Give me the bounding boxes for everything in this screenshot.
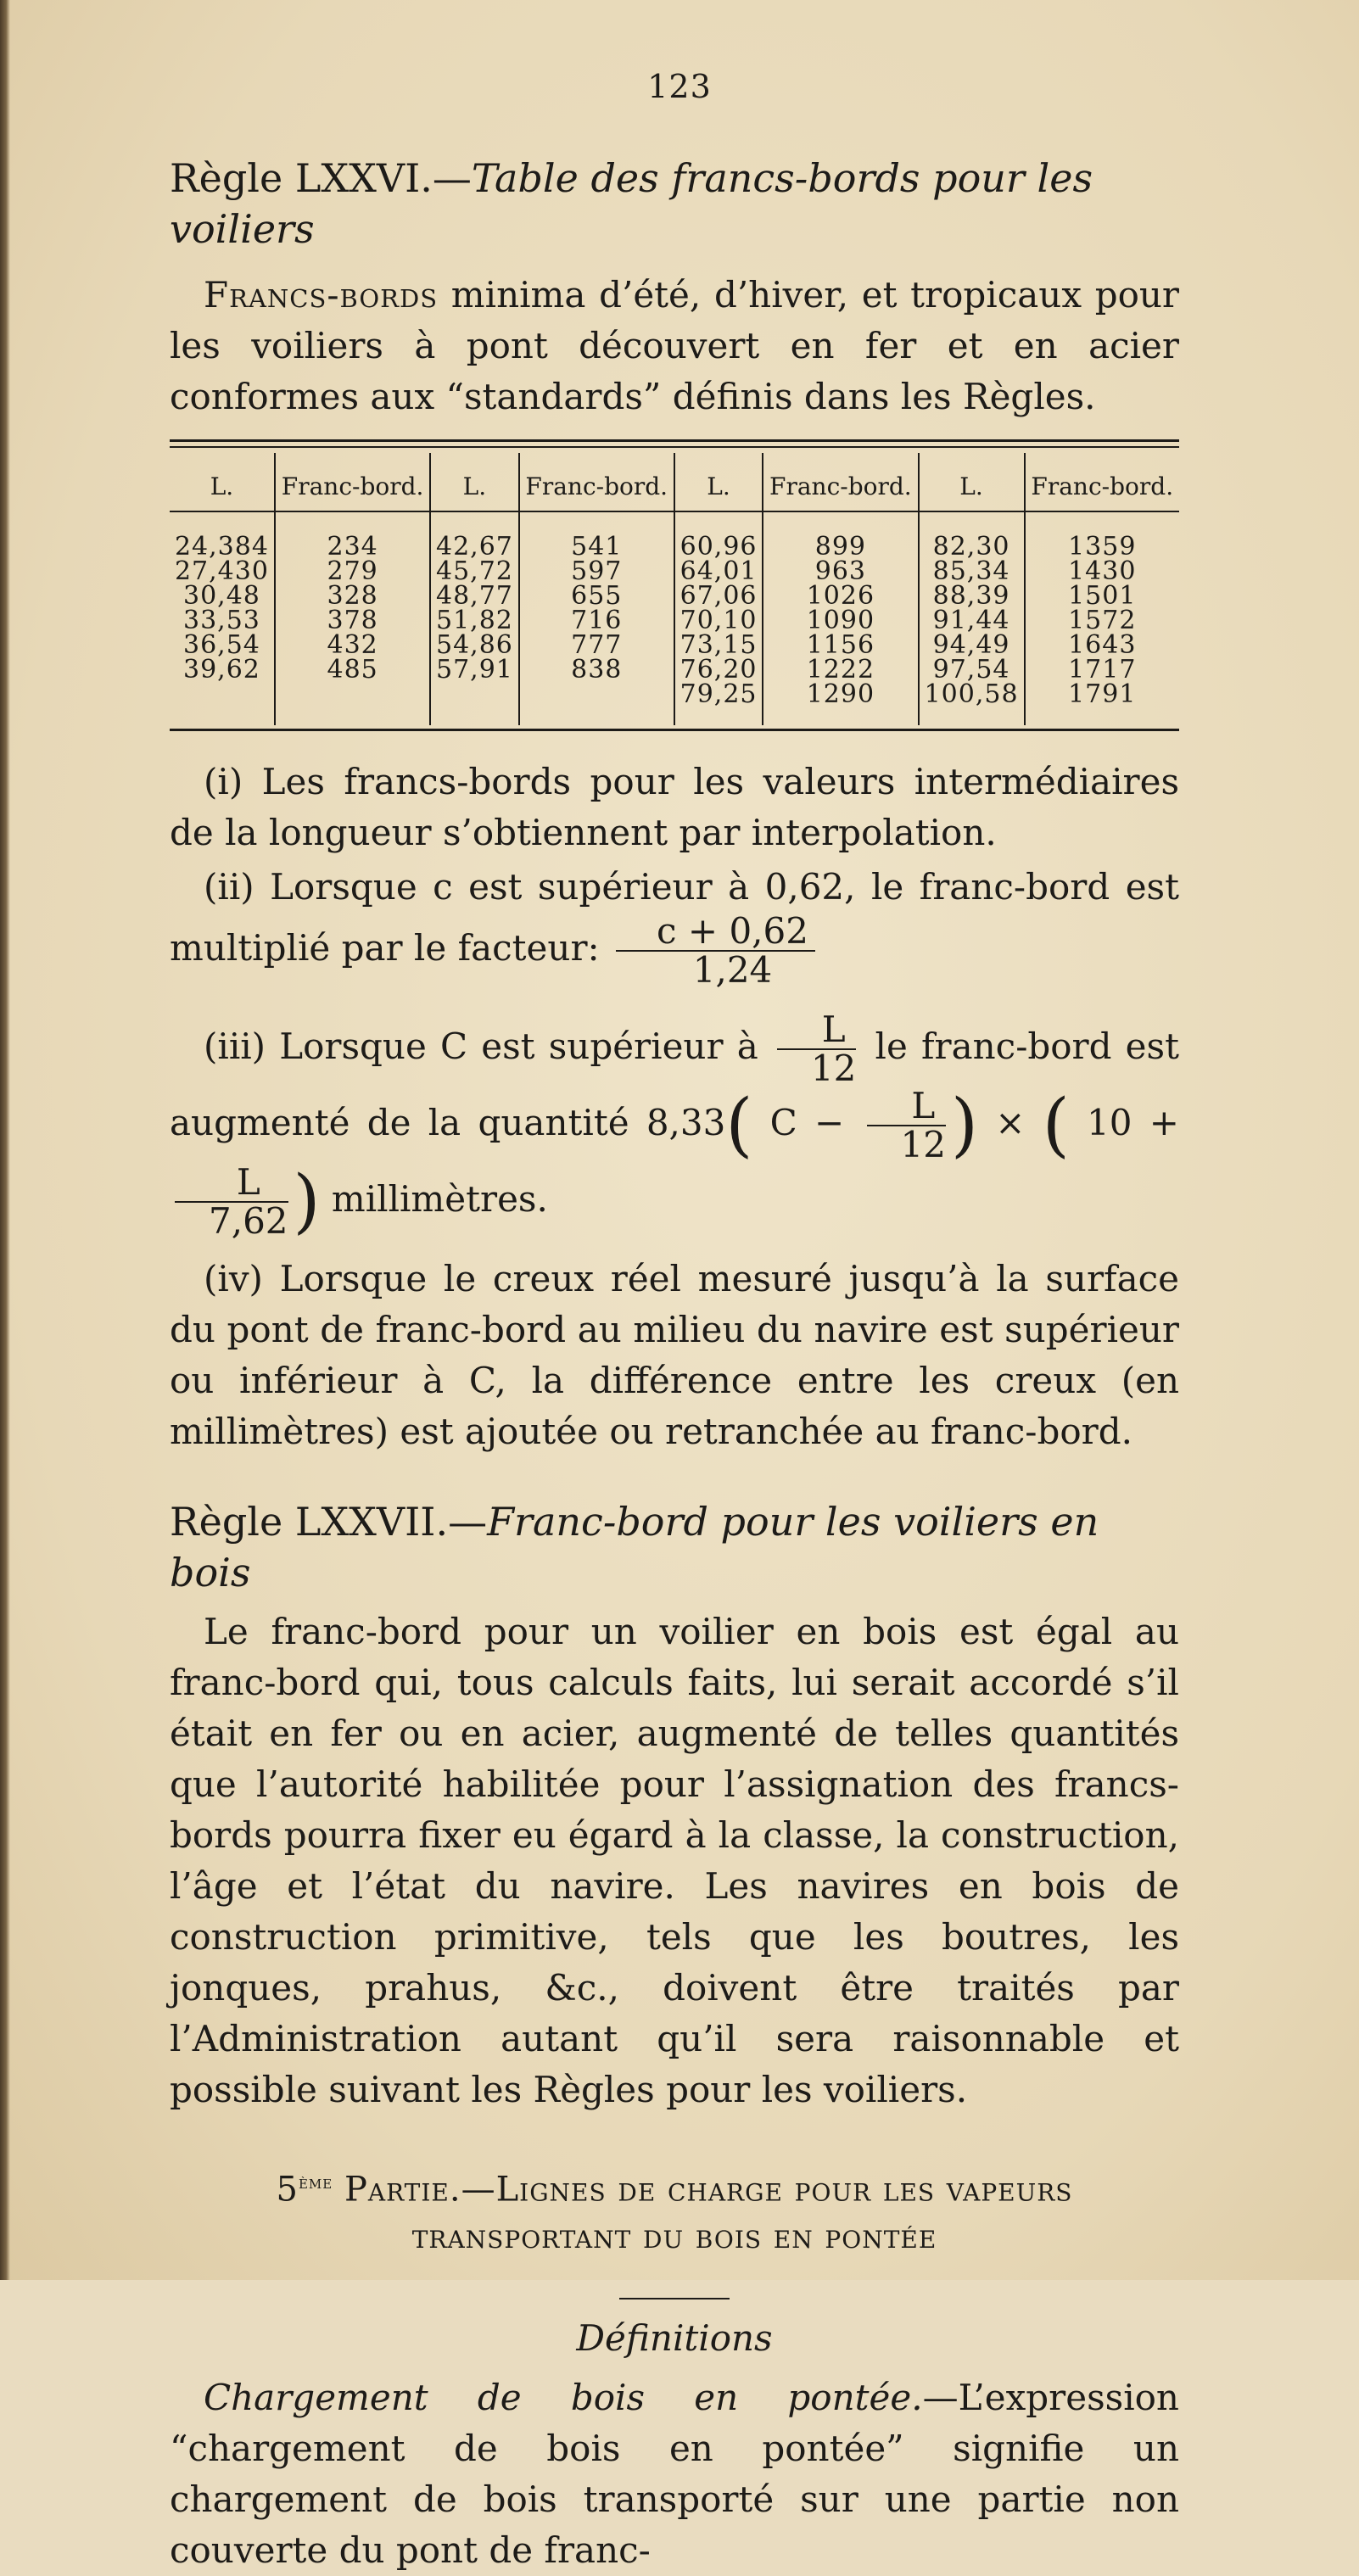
header-cell: L.	[170, 453, 275, 511]
fraction-l-12	[777, 1011, 856, 1087]
fraction-c	[616, 910, 815, 991]
definitions-heading: Définitions	[576, 2317, 773, 2360]
table-cell: 541	[571, 532, 623, 562]
table-cell: 1290	[806, 679, 875, 709]
note-iii-d: ×	[995, 1102, 1026, 1143]
rule-76-prefix: Règle LXXVI.—	[170, 155, 472, 201]
note-iii-e: 10 +	[1087, 1102, 1179, 1143]
header-cell: L.	[430, 453, 518, 511]
header-cell: Franc-bord.	[275, 453, 430, 511]
table-cell: 716	[571, 606, 623, 635]
rule-76-title: Table des francs-bords pour les voiliers	[170, 155, 1093, 252]
table-cell: 100,58	[924, 679, 1019, 709]
note-iv: (iv) Lorsque le creux réel mesuré jusqu’à la surface du pont de franc-bord au milieu du navire est supérieur ou inférieur à C, la différence entre les creux (en millimètres) est ajoutée ou retranchée au franc-bord.	[170, 1258, 1179, 1452]
part-5-heading	[170, 2160, 1179, 2260]
fraction-numerator: L	[777, 1011, 856, 1050]
right-paren: )	[950, 1085, 978, 1165]
table-cell: 1359	[1068, 532, 1137, 562]
rule-76-intro	[170, 270, 1179, 422]
rule-77-prefix: Règle LXXVII.—	[170, 1499, 488, 1545]
table-cell: 36,54	[183, 630, 260, 660]
table-cell: 45,72	[435, 556, 513, 586]
note-iii-b: le franc-bord est augmenté de la quantité 8,33	[170, 1025, 1179, 1143]
binding-edge	[0, 0, 10, 2280]
table-cell: 24,384	[174, 532, 269, 562]
left-paren: (	[1042, 1085, 1070, 1165]
fraction-denominator: 1,24	[692, 949, 773, 991]
page-content	[170, 144, 1179, 2576]
table-cell: 48,77	[435, 581, 513, 611]
rule-77-body: Le franc-bord pour un voilier en bois est égal au franc-bord qui, tous calculs faits, lui serait accordé s’il était en fer ou en acier, augmenté de telles quantités que l’autorité habilitée pour l’assignation des francs-bords pourra fixer eu égard à la classe, la construction, l’âge et l’état du navire. Les navires en bois de construction primitive, tels que les boutres, les jonques, prahus, &c., doivent être traités par l’Administration autant qu’il sera raisonnable et possible suivant les Règles pour les voiliers.	[170, 1611, 1179, 2110]
table-cell: 82,30	[932, 532, 1010, 562]
note-ii-text: (ii) Lorsque c est supérieur à 0,62, le franc-bord est multiplié par le facteur:	[170, 866, 1179, 969]
table-cell: 597	[571, 556, 623, 586]
definitions-paragraph	[170, 2372, 1179, 2576]
table-cell: 39,62	[183, 655, 260, 685]
left-paren: (	[725, 1085, 753, 1165]
table-cell: 76,20	[680, 655, 758, 685]
rule-76-heading	[170, 153, 1179, 254]
table-cell: 1791	[1068, 679, 1137, 709]
table-cell: 94,49	[932, 630, 1010, 660]
right-paren: )	[293, 1161, 321, 1242]
table-column-cell	[170, 511, 275, 725]
header-cell: L.	[919, 453, 1025, 511]
table-cell: 42,67	[435, 532, 513, 562]
note-ii	[170, 862, 1179, 989]
table-column-cell	[430, 511, 518, 725]
fraction-l-12-b	[867, 1087, 946, 1164]
table-column-cell	[1025, 511, 1179, 725]
intro-smallcaps: Francs-bords	[204, 274, 439, 316]
table-top-rule	[170, 439, 1179, 448]
rule-77-heading	[170, 1496, 1179, 1598]
table-column-cell	[275, 511, 430, 725]
table-cell: 30,48	[183, 581, 260, 611]
table-cell: 54,86	[435, 630, 513, 660]
header-cell: L.	[674, 453, 763, 511]
table-cell: 328	[327, 581, 378, 611]
table-cell: 838	[571, 655, 623, 685]
table-cell: 899	[814, 532, 866, 562]
fraction-l-762	[175, 1161, 288, 1242]
table-cell: 1156	[806, 630, 875, 660]
table-cell: 79,25	[680, 679, 758, 709]
table-cell: 85,34	[932, 556, 1010, 586]
header-cell: Franc-bord.	[519, 453, 674, 511]
table-cell: 777	[571, 630, 623, 660]
table-cell: 1430	[1068, 556, 1137, 586]
table-cell: 33,53	[183, 606, 260, 635]
table-cell: 67,06	[680, 581, 758, 611]
header-cell: Franc-bord.	[763, 453, 918, 511]
fraction-denominator: 12	[810, 1048, 857, 1089]
table-cell: 655	[571, 581, 623, 611]
fraction-denominator: 12	[900, 1124, 946, 1165]
table-column-cell	[763, 511, 918, 725]
table-cell: 97,54	[932, 655, 1010, 685]
table-cell: 1090	[806, 606, 875, 635]
table-cell: 485	[327, 655, 378, 685]
table-column-cell	[519, 511, 674, 725]
table-column-cell	[919, 511, 1025, 725]
table-cell: 1222	[806, 655, 875, 685]
note-iii-a: (iii) Lorsque C est supérieur à	[204, 1025, 758, 1067]
table-cell: 1643	[1068, 630, 1137, 660]
table-bottom-rule	[170, 729, 1179, 731]
fraction-numerator: L	[175, 1164, 288, 1203]
table-cell: 432	[327, 630, 378, 660]
table-header-row	[170, 453, 1179, 511]
page-number: 123	[647, 68, 712, 105]
table-cell: 73,15	[680, 630, 758, 660]
part-number: 5	[276, 2170, 299, 2210]
note-iii	[170, 1011, 1179, 1240]
table-cell: 51,82	[435, 606, 513, 635]
table-cell: 279	[327, 556, 378, 586]
part-superscript: ème	[298, 2172, 333, 2193]
note-i: (i) Les francs-bords pour les valeurs intermédiaires de la longueur s’obtiennent par interpolation.	[170, 761, 1179, 853]
table-cell: 234	[327, 532, 378, 562]
intro-text: minima d’été, d’hiver, et tropicaux pour les voiliers à pont découvert en fer et en acier conformes aux “standards” définis dans les Règles.	[170, 274, 1179, 417]
note-iii-f: millimètres.	[331, 1178, 548, 1220]
header-cell: Franc-bord.	[1025, 453, 1179, 511]
table-cell: 963	[814, 556, 866, 586]
table-cell: 64,01	[680, 556, 758, 586]
table-row	[170, 511, 1179, 725]
table-cell: 91,44	[932, 606, 1010, 635]
table-cell: 27,430	[174, 556, 269, 586]
table-cell: 70,10	[680, 606, 758, 635]
table-cell: 378	[327, 606, 378, 635]
rule-77-title: Franc-bord pour les voiliers en bois	[170, 1499, 1099, 1595]
table-cell: 1572	[1068, 606, 1137, 635]
definition-term: Chargement de bois en pontée.	[204, 2377, 923, 2419]
table-column-cell	[674, 511, 763, 725]
note-iii-c: C −	[769, 1102, 845, 1143]
table-cell: 60,96	[680, 532, 758, 562]
part-title: Partie.—Lignes de charge pour les vapeurs transportant du bois en pontée	[333, 2170, 1073, 2257]
table-cell: 1501	[1068, 581, 1137, 611]
table-cell: 1717	[1068, 655, 1137, 685]
table-cell: 88,39	[932, 581, 1010, 611]
fraction-denominator: 7,62	[209, 1200, 288, 1242]
freeboard-table-wrap	[170, 439, 1179, 731]
section-divider	[619, 2298, 730, 2299]
fraction-numerator: L	[867, 1087, 946, 1126]
table-cell: 1026	[806, 581, 875, 611]
table-cell: 57,91	[435, 655, 513, 685]
definition-body: —L’expression “chargement de bois en pontée” signifie un chargement de bois transporté sur une partie non couverte du pont de franc-	[170, 2377, 1179, 2572]
fraction-numerator: c + 0,62	[616, 913, 815, 952]
freeboard-table	[170, 453, 1179, 725]
